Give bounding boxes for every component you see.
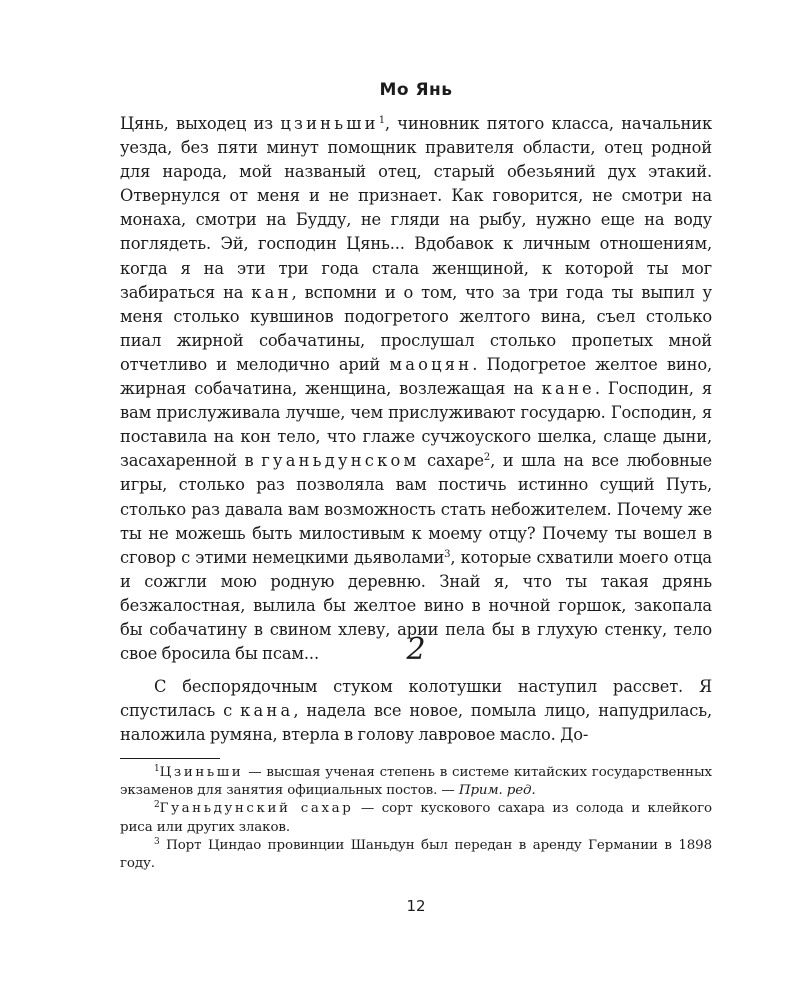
- paragraph: С беспорядочным стуком колотушки наступил рассвет. Я спустилась с кана, надела все новое, помыла лицо, напудрилась, наложила румяна, втерла в голову лавровое масло. До-: [120, 677, 713, 745]
- footnote-ref-3[interactable]: 3: [444, 548, 451, 560]
- term-guandunskom: гуаньдунском: [261, 451, 420, 471]
- footnotes: [120, 764, 712, 873]
- book-page: [120, 0, 712, 1000]
- paragraph: Цянь, выходец из цзиньши$^1$, чиновник пятого класса, начальник уезда, без пяти минут помощник правителя области, отец родной для народа, мой названый отец, старый обезьяний дух этакий. Отвернулся от меня и не признает. Как говорится, не смотри на монаха, смотри на Будду, не гляди на рыбу, нужно еще на воду поглядеть. Эй, господин Цянь... Вдобавок к личным отношениям, когда я на эти три года стала женщиной, к которой ты мог забираться на кан, вспомни и о том, что за три года ты выпил у меня столько кувшинов подогретого желтого вина, съел столько пиал жирной собачатины, прослушал столько пропетых мной отчетливо и мелодично арий маоцян. Подогретое желтое вино, жирная собачатина, женщина, возлежащая на кане. Господин, я вам прислуживала лучше, чем прислуживают государю. Господин, я поставила на кон тело, что глаже сучжоуского шелка, слаще дыни, засахаренной в гуаньдунском сахаре$^2$, и шла на все любовные игры, столько раз позволяла вам постичь истинно сущий Путь, столько раз давала вам возможность стать небожителем. Почему же ты не можешь быть милостивым к моему отцу? Почему ты вошел в сговор с этими немецкими дьяволами$^3$, которые схватили моего отца и сожгли мою родную деревню. Знай я, что ты такая дрянь безжалостная, вылила бы желтое вино в ночной горшок, закопала бы собачатину в свином хлеву, арии пела бы в глухую стенку, тело свое бросила бы псам...: [120, 114, 713, 664]
- term-kan: кан: [251, 282, 292, 302]
- footnote-divider: [120, 758, 220, 759]
- footnote-ref-1[interactable]: 1: [378, 115, 385, 126]
- running-title: Мо Янь: [379, 80, 453, 100]
- footnote-1: $^1$Цзиньши — высшая ученая степень в системе китайских государственных экзаменов для занятия официальных постов. — Прим. ред.: [120, 764, 712, 799]
- chapter-number: 2: [406, 632, 426, 667]
- editor-note: Прим. ред.: [458, 783, 536, 799]
- footnote-term: Гуаньдунский сахар: [159, 801, 354, 817]
- term-kane: кане: [541, 379, 595, 399]
- page-number: 12: [406, 897, 426, 915]
- main-text: [120, 112, 712, 666]
- footnote-term: Цзиньши: [159, 765, 244, 780]
- footnote-3: $^3$ Порт Циндао провинции Шаньдун был передан в аренду Германии в 1898 году.: [120, 836, 712, 872]
- term-kana: кана: [240, 701, 294, 721]
- term-tszinshi: цзиньши: [280, 114, 379, 133]
- chapter-text: [120, 675, 712, 747]
- footnote-ref-2[interactable]: 2: [483, 452, 491, 464]
- term-maotsyan: маоцян: [389, 354, 473, 374]
- footnote-2: $^2$Гуаньдунский сахар — сорт кускового сахара из солода и клейкого риса или других злаков.: [120, 800, 712, 835]
